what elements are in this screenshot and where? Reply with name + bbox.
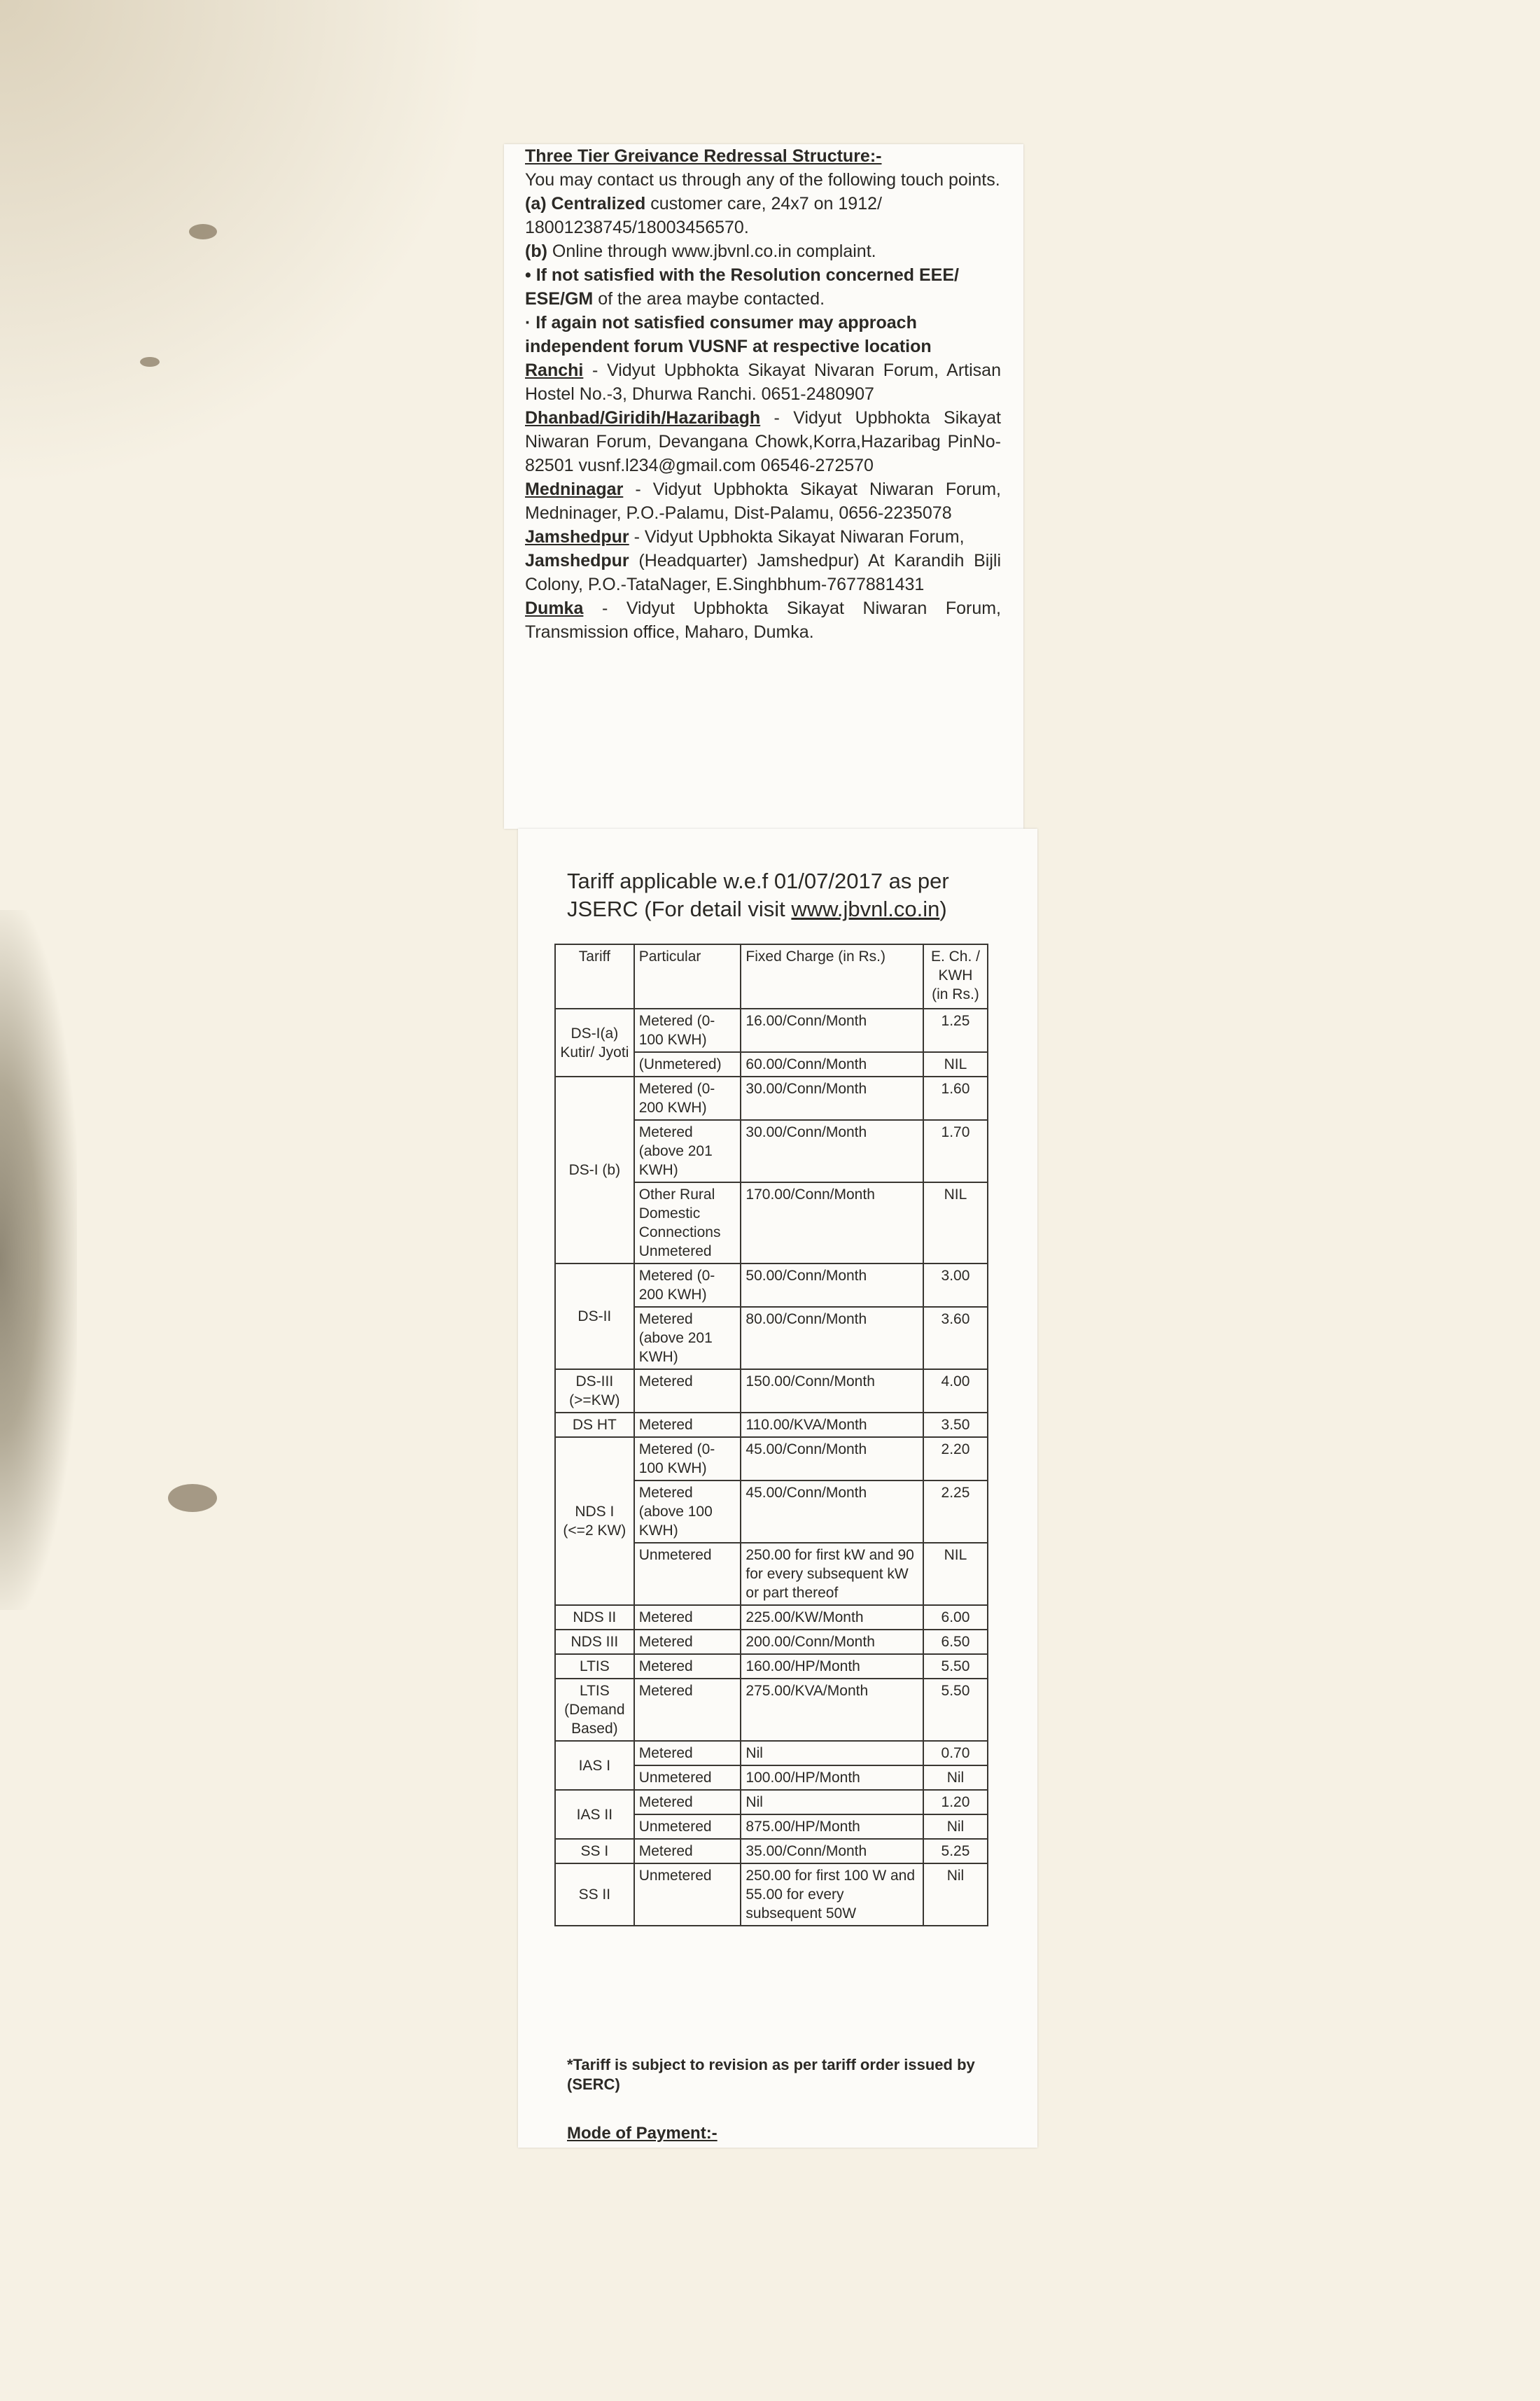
forum-jamshedpur-address-name: Jamshedpur	[525, 551, 629, 570]
tariff-header-row	[555, 944, 988, 1009]
jbvnl-website-link[interactable]: www.jbvnl.co.in	[791, 897, 940, 921]
energy-charge-cell: 2.25	[923, 1480, 988, 1543]
energy-charge-cell: Nil	[923, 1765, 988, 1790]
particular-cell: Metered	[634, 1630, 741, 1654]
forum-jamshedpur-name: Jamshedpur	[525, 527, 629, 547]
tariff-category-cell: DS-I (b)	[555, 1077, 634, 1264]
touch-point-b-text: Online through www.jbvnl.co.in complaint.	[552, 241, 876, 261]
table-row	[555, 1264, 988, 1307]
forum-medninagar-name: Medninagar	[525, 479, 624, 499]
table-row	[555, 1605, 988, 1630]
fixed-charge-cell: 275.00/KVA/Month	[741, 1679, 923, 1741]
particular-cell: Unmetered	[634, 1543, 741, 1605]
fixed-charge-cell: 150.00/Conn/Month	[741, 1369, 923, 1413]
fixed-charge-cell: 80.00/Conn/Month	[741, 1307, 923, 1369]
tariff-category-cell: DS-II	[555, 1264, 634, 1369]
fixed-charge-cell: 35.00/Conn/Month	[741, 1839, 923, 1863]
fixed-charge-cell: 250.00 for first kW and 90 for every subsequent kW or part thereof	[741, 1543, 923, 1605]
particular-cell: Metered (above 201 KWH)	[634, 1120, 741, 1182]
forum-dhanbad-text: - Vidyut Upbhokta Sikayat Niwaran Forum, Devangana Chowk,Korra,Hazaribag PinNo-82501 vusnf.l234@gmail.com 06546-272570	[525, 408, 1001, 475]
particular-cell: Metered	[634, 1369, 741, 1413]
fixed-charge-cell: 225.00/KW/Month	[741, 1605, 923, 1630]
forum-jamshedpur-text: - Vidyut Upbhokta Sikayat Niwaran Forum,	[629, 527, 965, 547]
tariff-table-body	[555, 1009, 988, 1926]
energy-charge-cell: 3.50	[923, 1413, 988, 1437]
escalation-note-2: · If again not satisfied consumer may approach independent forum VUSNF at respective location	[525, 313, 932, 356]
particular-cell: Metered	[634, 1741, 741, 1765]
fixed-charge-cell: 45.00/Conn/Month	[741, 1480, 923, 1543]
fixed-charge-cell: 50.00/Conn/Month	[741, 1264, 923, 1307]
paper-spot	[189, 224, 217, 239]
table-row	[555, 1077, 988, 1120]
forum-ranchi	[525, 358, 1001, 406]
forum-dumka-name: Dumka	[525, 598, 584, 618]
escalation-note-1-bold: • If not satisfied with the Resolution concerned EEE/ ESE/GM	[525, 265, 959, 309]
particular-cell: Metered (0-100 KWH)	[634, 1437, 741, 1480]
particular-cell: Metered	[634, 1413, 741, 1437]
header-energy-charge: E. Ch. / KWH (in Rs.)	[923, 944, 988, 1009]
tariff-category-cell: DS HT	[555, 1413, 634, 1437]
energy-charge-cell: NIL	[923, 1543, 988, 1605]
fixed-charge-cell: 100.00/HP/Month	[741, 1765, 923, 1790]
touch-point-b-label: (b)	[525, 241, 552, 261]
particular-cell: Metered (above 201 KWH)	[634, 1307, 741, 1369]
fixed-charge-cell: 170.00/Conn/Month	[741, 1182, 923, 1264]
fixed-charge-cell: 60.00/Conn/Month	[741, 1052, 923, 1077]
energy-charge-cell: 0.70	[923, 1741, 988, 1765]
tariff-footnote: *Tariff is subject to revision as per tariff order issued by (SERC)	[567, 2056, 975, 2093]
particular-cell: Unmetered	[634, 1765, 741, 1790]
tariff-title	[567, 867, 1015, 923]
energy-charge-cell: NIL	[923, 1182, 988, 1264]
tariff-category-cell: DS-I(a) Kutir/ Jyoti	[555, 1009, 634, 1077]
table-row	[555, 1741, 988, 1765]
receipt-strip-tariff	[518, 829, 1037, 2148]
fixed-charge-cell: Nil	[741, 1741, 923, 1765]
receipt-strip-grievance	[504, 144, 1023, 829]
touch-point-a	[525, 192, 1001, 239]
energy-charge-cell: 1.60	[923, 1077, 988, 1120]
tariff-category-cell: LTIS	[555, 1654, 634, 1679]
forum-dumka	[525, 596, 1001, 644]
forum-jamshedpur-address-text: (Headquarter) Jamshedpur) At Karandih Bijli Colony, P.O.-TataNager, E.Singhbhum-7677881431	[525, 551, 1001, 594]
fixed-charge-cell: 160.00/HP/Month	[741, 1654, 923, 1679]
energy-charge-cell: 1.20	[923, 1790, 988, 1814]
tariff-title-suffix: )	[939, 897, 947, 921]
particular-cell: Unmetered	[634, 1863, 741, 1926]
fixed-charge-cell: 875.00/HP/Month	[741, 1814, 923, 1839]
tariff-category-cell: NDS II	[555, 1605, 634, 1630]
tariff-category-cell: IAS I	[555, 1741, 634, 1790]
tariff-category-cell: SS I	[555, 1839, 634, 1863]
fixed-charge-cell: Nil	[741, 1790, 923, 1814]
tariff-category-cell: DS-III (>=KW)	[555, 1369, 634, 1413]
forum-jamshedpur	[525, 525, 1001, 549]
particular-cell: Metered	[634, 1605, 741, 1630]
paper-stain	[0, 0, 490, 490]
paper-spot	[168, 1484, 217, 1512]
forum-ranchi-text: - Vidyut Upbhokta Sikayat Nivaran Forum, Artisan Hostel No.-3, Dhurwa Ranchi. 0651-2480907	[525, 360, 1001, 404]
energy-charge-cell: NIL	[923, 1052, 988, 1077]
tariff-category-cell: IAS II	[555, 1790, 634, 1839]
table-row	[555, 1009, 988, 1052]
particular-cell: Metered (0-100 KWH)	[634, 1009, 741, 1052]
forum-ranchi-name: Ranchi	[525, 360, 584, 380]
table-row	[555, 1863, 988, 1926]
payment-heading: Mode of Payment:-	[567, 2124, 718, 2143]
header-particular: Particular	[634, 944, 741, 1009]
fixed-charge-cell: 200.00/Conn/Month	[741, 1630, 923, 1654]
particular-cell: Metered	[634, 1839, 741, 1863]
tariff-category-cell: SS II	[555, 1863, 634, 1926]
table-row	[555, 1839, 988, 1863]
particular-cell: Other Rural Domestic Connections Unmetered	[634, 1182, 741, 1264]
energy-charge-cell: 5.25	[923, 1839, 988, 1863]
energy-charge-cell: Nil	[923, 1814, 988, 1839]
fixed-charge-cell: 45.00/Conn/Month	[741, 1437, 923, 1480]
particular-cell: Metered (0-200 KWH)	[634, 1264, 741, 1307]
forum-jamshedpur-address	[525, 549, 1001, 596]
table-row	[555, 1630, 988, 1654]
grievance-heading: Three Tier Greivance Redressal Structure:-	[525, 146, 882, 166]
grievance-section	[525, 144, 1001, 644]
particular-cell: (Unmetered)	[634, 1052, 741, 1077]
touch-point-a-text: customer care, 24x7 on 1912/ 18001238745/18003456570.	[525, 194, 882, 237]
forum-dhanbad	[525, 406, 1001, 477]
table-row	[555, 1654, 988, 1679]
escalation-note-1-rest: of the area maybe contacted.	[593, 289, 825, 309]
energy-charge-cell: 5.50	[923, 1654, 988, 1679]
energy-charge-cell: 6.00	[923, 1605, 988, 1630]
particular-cell: Metered	[634, 1654, 741, 1679]
table-row	[555, 1413, 988, 1437]
tariff-table	[554, 944, 988, 1926]
tariff-title-line2	[567, 895, 1015, 923]
energy-charge-cell: 1.25	[923, 1009, 988, 1052]
particular-cell: Metered	[634, 1679, 741, 1741]
energy-charge-cell: 3.60	[923, 1307, 988, 1369]
fixed-charge-cell: 30.00/Conn/Month	[741, 1120, 923, 1182]
paper-spot	[140, 357, 160, 367]
table-row	[555, 1369, 988, 1413]
forum-medninagar	[525, 477, 1001, 525]
particular-cell: Metered (above 100 KWH)	[634, 1480, 741, 1543]
energy-charge-cell: 1.70	[923, 1120, 988, 1182]
energy-charge-cell: 3.00	[923, 1264, 988, 1307]
tariff-category-cell: LTIS (Demand Based)	[555, 1679, 634, 1741]
table-row	[555, 1790, 988, 1814]
fixed-charge-cell: 16.00/Conn/Month	[741, 1009, 923, 1052]
touch-point-a-label: (a) Centralized	[525, 194, 646, 214]
particular-cell: Unmetered	[634, 1814, 741, 1839]
tariff-title-prefix: JSERC (For detail visit	[567, 897, 792, 921]
energy-charge-cell: 2.20	[923, 1437, 988, 1480]
fixed-charge-cell: 250.00 for first 100 W and 55.00 for every subsequent 50W	[741, 1863, 923, 1926]
header-fixed-charge: Fixed Charge (in Rs.)	[741, 944, 923, 1009]
header-tariff: Tariff	[555, 944, 634, 1009]
fixed-charge-cell: 110.00/KVA/Month	[741, 1413, 923, 1437]
touch-point-b	[525, 239, 1001, 263]
energy-charge-cell: 5.50	[923, 1679, 988, 1741]
table-row	[555, 1437, 988, 1480]
energy-charge-cell: 6.50	[923, 1630, 988, 1654]
grievance-intro: You may contact us through any of the following touch points.	[525, 170, 1000, 190]
energy-charge-cell: 4.00	[923, 1369, 988, 1413]
particular-cell: Metered	[634, 1790, 741, 1814]
forum-dumka-text: - Vidyut Upbhokta Sikayat Niwaran Forum, Transmission office, Maharo, Dumka.	[525, 598, 1001, 642]
forum-dhanbad-name: Dhanbad/Giridih/Hazaribagh	[525, 408, 761, 428]
tariff-category-cell: NDS I (<=2 KW)	[555, 1437, 634, 1605]
paper-stain	[0, 910, 77, 1610]
tariff-title-line1: Tariff applicable w.e.f 01/07/2017 as per	[567, 869, 949, 893]
forum-medninagar-text: - Vidyut Upbhokta Sikayat Niwaran Forum, Medninager, P.O.-Palamu, Dist-Palamu, 0656-2235078	[525, 479, 1001, 523]
escalation-note-1	[525, 263, 1001, 311]
energy-charge-cell: Nil	[923, 1863, 988, 1926]
fixed-charge-cell: 30.00/Conn/Month	[741, 1077, 923, 1120]
particular-cell: Metered (0-200 KWH)	[634, 1077, 741, 1120]
tariff-category-cell: NDS III	[555, 1630, 634, 1654]
table-row	[555, 1679, 988, 1741]
